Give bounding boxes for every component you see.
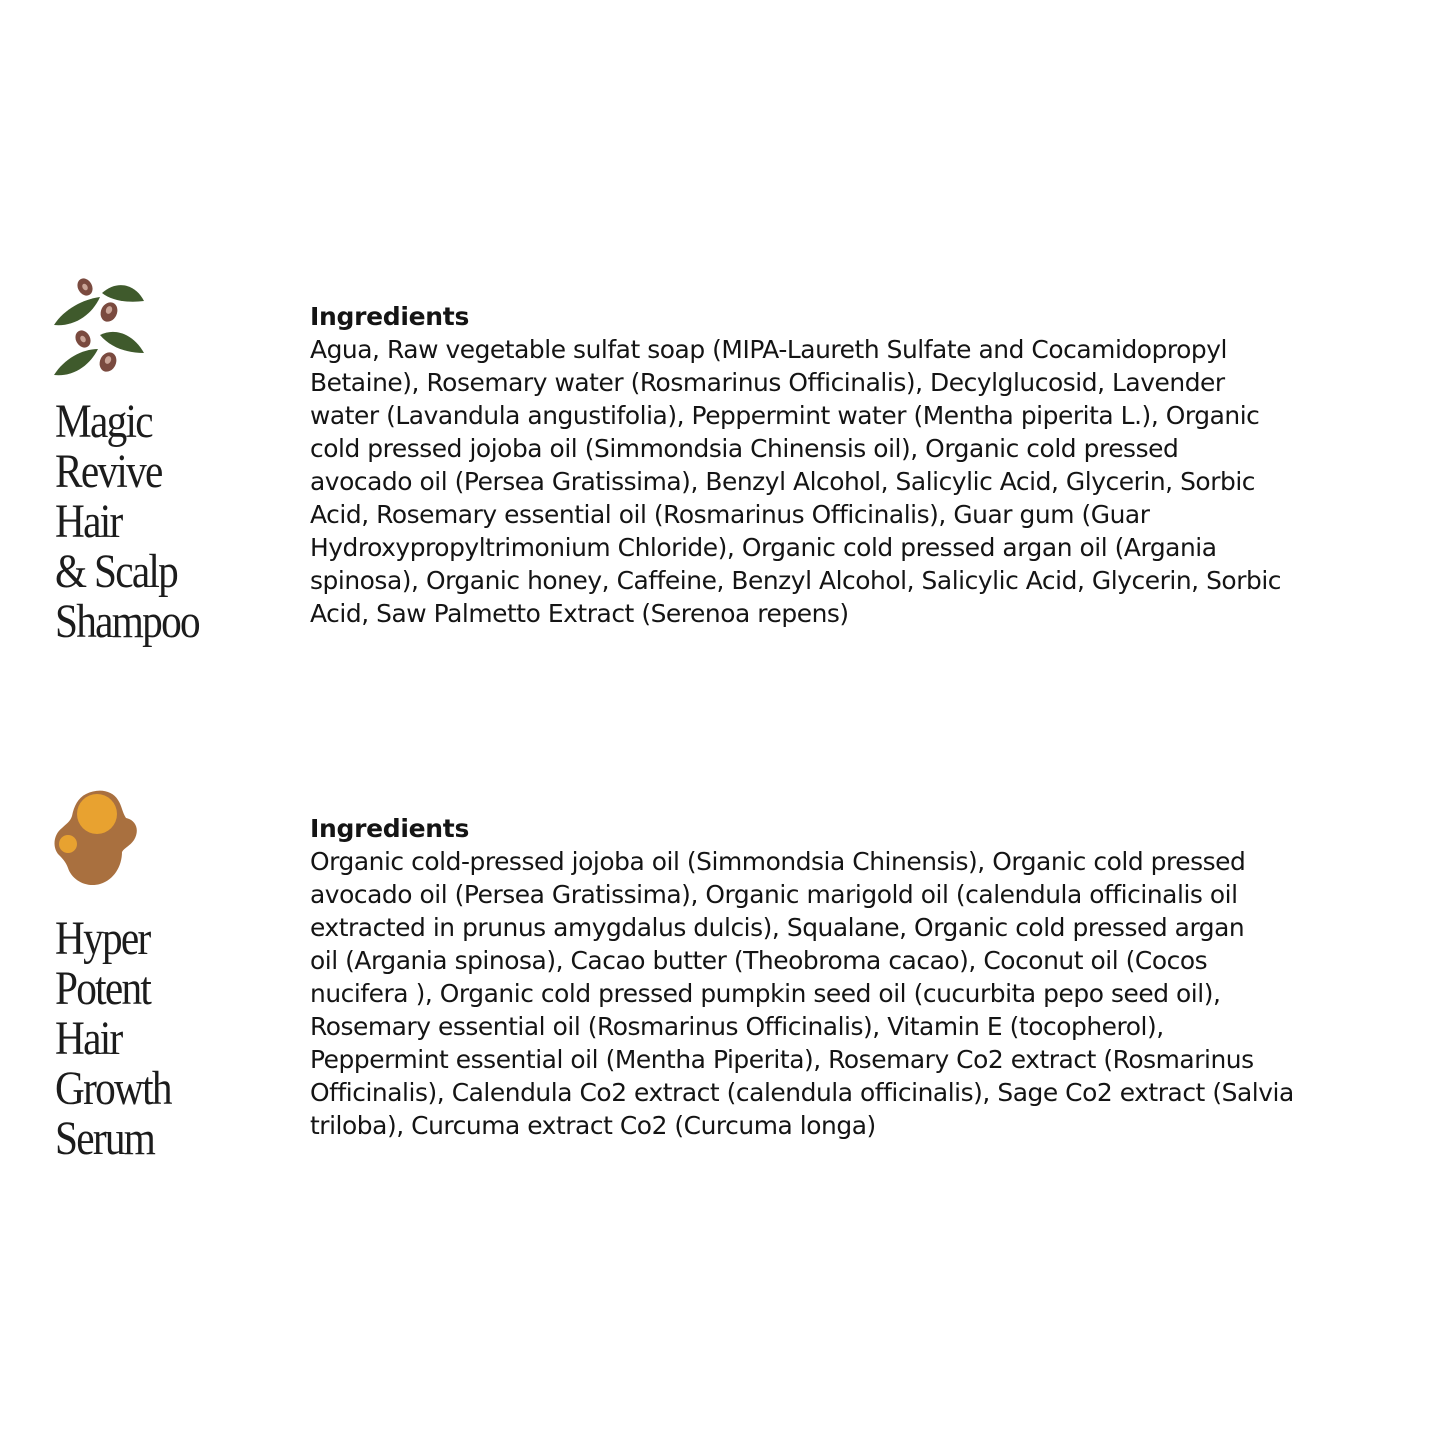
product-name-line: Potent (55, 962, 151, 1015)
product-name-line: Hair (55, 495, 122, 548)
ingredients-line: Officinalis), Calendula Co2 extract (calendula officinalis), Sage Co2 extract (Salvia (310, 1078, 1294, 1107)
ingredients-line: Organic cold-pressed jojoba oil (Simmondsia Chinensis), Organic cold pressed (310, 847, 1246, 876)
ingredients-list (310, 333, 1410, 630)
ingredients-heading: Ingredients (310, 814, 470, 843)
ingredients-line: Hydroxypropyltrimonium Chloride), Organic cold pressed argan oil (Argania (310, 533, 1217, 562)
ingredients-line: Acid, Saw Palmetto Extract (Serenoa repens) (310, 599, 849, 628)
product-name-line: Growth (55, 1062, 171, 1115)
ingredients-line: Acid, Rosemary essential oil (Rosmarinus Officinalis), Guar gum (Guar (310, 500, 1150, 529)
ingredients-line: triloba), Curcuma extract Co2 (Curcuma longa) (310, 1111, 876, 1140)
ingredients-line: cold pressed jojoba oil (Simmondsia Chinensis oil), Organic cold pressed (310, 434, 1179, 463)
ingredients-line: Peppermint essential oil (Mentha Piperita), Rosemary Co2 extract (Rosmarinus (310, 1045, 1254, 1074)
ingredients-line: water (Lavandula angustifolia), Peppermint water (Mentha piperita L.), Organic (310, 401, 1260, 430)
product-name-line: Revive (55, 445, 162, 498)
product-name (55, 914, 171, 1164)
product-name-line: Hyper (55, 912, 150, 965)
product-name (55, 397, 199, 647)
ingredients-list (310, 845, 1410, 1142)
ingredients-line: extracted in prunus amygdalus dulcis), Squalane, Organic cold pressed argan (310, 913, 1245, 942)
ingredients-line: Rosemary essential oil (Rosmarinus Officinalis), Vitamin E (tocopherol), (310, 1012, 1164, 1041)
ingredients-line: nucifera ), Organic cold pressed pumpkin seed oil (cucurbita pepo seed oil), (310, 979, 1221, 1008)
product-name-line: Hair (55, 1012, 122, 1065)
ingredients-line: Betaine), Rosemary water (Rosmarinus Officinalis), Decylglucosid, Lavender (310, 368, 1225, 397)
ingredients-line: avocado oil (Persea Gratissima), Benzyl Alcohol, Salicylic Acid, Glycerin, Sorbic (310, 467, 1256, 496)
product-name-line: Serum (55, 1112, 155, 1165)
turmeric-root-icon (52, 788, 142, 892)
ingredients-block (310, 812, 1410, 1142)
ingredients-heading: Ingredients (310, 302, 470, 331)
ingredients-line: spinosa), Organic honey, Caffeine, Benzyl Alcohol, Salicylic Acid, Glycerin, Sorbic (310, 566, 1282, 595)
ingredients-block (310, 300, 1410, 630)
ingredients-line: Agua, Raw vegetable sulfat soap (MIPA-Laureth Sulfate and Cocamidopropyl (310, 335, 1228, 364)
product-name-line: Shampoo (55, 595, 199, 648)
product-name-line: & Scalp (55, 545, 178, 598)
rosemary-sprig-icon (52, 275, 147, 384)
ingredients-line: avocado oil (Persea Gratissima), Organic marigold oil (calendula officinalis oil (310, 880, 1238, 909)
product-name-line: Magic (55, 395, 152, 448)
ingredients-line: oil (Argania spinosa), Cacao butter (Theobroma cacao), Coconut oil (Cocos (310, 946, 1208, 975)
